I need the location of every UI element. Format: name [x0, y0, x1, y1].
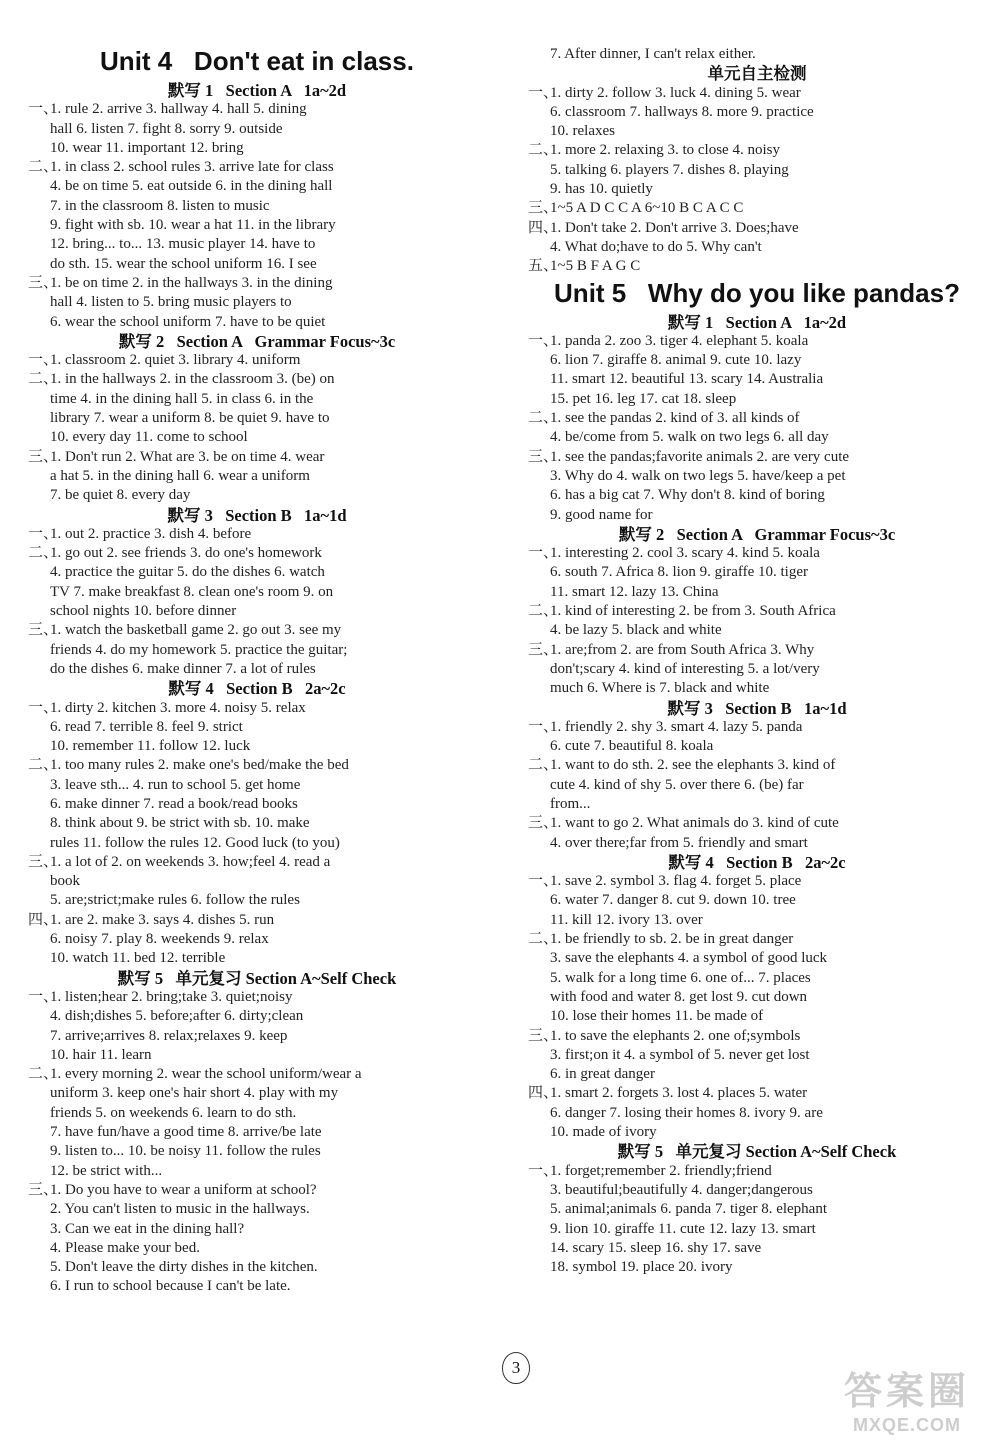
dictation-section	[28, 332, 486, 506]
answer-line	[28, 988, 486, 1007]
answer-text: 6. cute 7. beautiful 8. koala	[550, 738, 714, 755]
answer-line	[28, 872, 486, 891]
answer-text: 1. see the pandas 2. kind of 3. all kinds of	[550, 410, 800, 427]
answer-line	[528, 969, 986, 988]
answer-line	[28, 428, 486, 447]
answer-line	[28, 1239, 486, 1258]
answer-text: 8. think about 9. be strict with sb. 10. make	[50, 815, 310, 832]
answer-line	[28, 216, 486, 235]
answer-text: 3. beautiful;beautifully 4. danger;dangerous	[550, 1181, 813, 1198]
answer-line	[528, 679, 986, 698]
answer-line	[528, 949, 986, 968]
answer-text: 6. lion 7. giraffe 8. animal 9. cute 10. lazy	[550, 352, 802, 369]
answer-text: 9. fight with sb. 10. wear a hat 11. in the library	[50, 217, 336, 234]
dictation-section	[28, 81, 486, 332]
answer-line	[528, 660, 986, 679]
answer-line	[528, 257, 986, 276]
answer-text: 1. are 2. make 3. says 4. dishes 5. run	[50, 911, 275, 928]
answer-text: 7. have fun/have a good time 8. arrive/be late	[50, 1124, 322, 1141]
answer-text: 3. save the elephants 4. a symbol of good luck	[550, 950, 828, 967]
answer-text: do sth. 15. wear the school uniform 16. I see	[50, 255, 317, 272]
answer-line	[528, 370, 986, 389]
answer-text: time 4. in the dining hall 5. in class 6. in the	[50, 390, 314, 407]
answer-text: 6. noisy 7. play 8. weekends 9. relax	[50, 931, 269, 948]
answer-line	[28, 891, 486, 910]
answer-line	[528, 219, 986, 238]
answer-text: 1. listen;hear 2. bring;take 3. quiet;noisy	[50, 988, 293, 1005]
answer-line	[528, 795, 986, 814]
answer-text: 1. Don't take 2. Don't arrive 3. Does;have	[550, 219, 799, 236]
answer-text: 15. pet 16. leg 17. cat 18. sleep	[550, 390, 737, 407]
question-number-marker: 二、	[28, 757, 59, 774]
unit-check-heading: 单元自主检测	[707, 64, 807, 84]
answer-text: 1. out 2. practice 3. dish 4. before	[50, 525, 252, 542]
answer-line	[28, 1181, 486, 1200]
question-number-marker: 二、	[528, 757, 559, 774]
answer-text: 10. remember 11. follow 12. luck	[50, 738, 251, 755]
watermark-logo	[832, 1370, 982, 1442]
answer-text: book	[50, 873, 80, 890]
answer-line	[528, 1046, 986, 1065]
question-number-marker: 四、	[28, 911, 59, 928]
section-heading: 默写 5 单元复习 Section A~Self Check	[117, 968, 397, 988]
page-number: 3	[502, 1352, 530, 1384]
answer-line	[28, 756, 486, 775]
answer-text: 1. be on time 2. in the hallways 3. in the dining	[50, 274, 333, 291]
answer-text: 5. are;strict;make rules 6. follow the rules	[50, 892, 300, 909]
answer-line	[528, 1084, 986, 1103]
answer-line	[28, 409, 486, 428]
answer-text: 1~5 B F A G C	[550, 258, 641, 275]
answer-text: 4. practice the guitar 5. do the dishes 6. watch	[50, 564, 325, 581]
answer-text: 7. arrive;arrives 8. relax;relaxes 9. keep	[50, 1027, 288, 1044]
question-number-marker: 二、	[28, 545, 59, 562]
answer-line	[28, 776, 486, 795]
dictation-section	[28, 679, 486, 968]
dictation-section	[528, 1142, 986, 1277]
answer-text: 6. classroom 7. hallways 8. more 9. practice	[550, 103, 814, 120]
answer-text: 6. I run to school because I can't be late.	[50, 1278, 291, 1295]
answer-line	[528, 756, 986, 775]
answer-line	[28, 1258, 486, 1277]
answer-text: 12. be strict with...	[50, 1162, 163, 1179]
answer-text: 1. to save the elephants 2. one of;symbols	[550, 1027, 801, 1044]
section-heading: 默写 2 Section A Grammar Focus~3c	[118, 331, 396, 351]
section-heading: 默写 1 Section A 1a~2d	[167, 81, 347, 100]
question-number-marker: 三、	[28, 1181, 59, 1198]
answer-text: 9. has 10. quietly	[550, 181, 653, 198]
answer-line	[28, 139, 486, 158]
answer-line	[28, 1220, 486, 1239]
answer-text: 1. friendly 2. shy 3. smart 4. lazy 5. panda	[550, 718, 803, 735]
answer-line	[528, 621, 986, 640]
section-heading: 默写 5 单元复习 Section A~Self Check	[617, 1142, 897, 1162]
answer-text: 11. kill 12. ivory 13. over	[550, 911, 703, 928]
question-number-marker: 一、	[28, 988, 59, 1005]
section-heading: 默写 2 Section A Grammar Focus~3c	[618, 524, 896, 544]
answer-line	[528, 1027, 986, 1046]
answer-text: 1. go out 2. see friends 3. do one's homework	[50, 545, 322, 562]
answer-text: 1. watch the basketball game 2. go out 3. see my	[50, 622, 342, 639]
answer-text: 4. be lazy 5. black and white	[550, 622, 722, 639]
answer-line	[528, 486, 986, 505]
answer-text: friends 4. do my homework 5. practice the guitar;	[50, 641, 348, 658]
answer-text: 7. be quiet 8. every day	[50, 487, 191, 504]
answer-line	[28, 158, 486, 177]
answer-line	[28, 1142, 486, 1161]
answer-line	[28, 1027, 486, 1046]
answer-text: much 6. Where is 7. black and white	[550, 680, 770, 697]
answer-line	[28, 177, 486, 196]
answer-text: 1. Do you have to wear a uniform at school?	[50, 1181, 317, 1198]
answer-line	[28, 544, 486, 563]
answer-line	[28, 1123, 486, 1142]
answer-text: do the dishes 6. make dinner 7. a lot of rules	[50, 660, 316, 677]
answer-text: 10. wear 11. important 12. bring	[50, 139, 244, 156]
answer-text: 1. every morning 2. wear the school uniform/wear a	[50, 1066, 362, 1083]
answer-line	[28, 120, 486, 139]
answer-line	[528, 161, 986, 180]
answer-text: with food and water 8. get lost 9. cut down	[550, 988, 808, 1005]
answer-text: 9. listen to... 10. be noisy 11. follow the rules	[50, 1143, 321, 1160]
question-number-marker: 三、	[528, 1027, 559, 1044]
answer-text: 1. are;from 2. are from South Africa 3. Why	[550, 641, 815, 658]
question-number-marker: 四、	[528, 1085, 559, 1102]
answer-line	[528, 84, 986, 103]
answer-line	[28, 602, 486, 621]
answer-line	[528, 544, 986, 563]
answer-text: rules 11. follow the rules 12. Good luck (to you)	[50, 834, 340, 851]
watermark-url: MXQE.COM	[852, 1415, 961, 1435]
answer-line	[528, 180, 986, 199]
answer-text: 6. has a big cat 7. Why don't 8. kind of boring	[550, 487, 825, 504]
answer-text: 3. Why do 4. walk on two legs 5. have/keep a pet	[550, 467, 846, 484]
answer-text: hall 4. listen to 5. bring music players to	[50, 294, 292, 311]
answer-text: 1. want to do sth. 2. see the elephants 3. kind of	[550, 757, 836, 774]
answer-text: 6. danger 7. losing their homes 8. ivory 9. are	[550, 1104, 823, 1121]
answer-line	[528, 238, 986, 257]
unit-4-sections	[28, 81, 486, 1297]
question-number-marker: 一、	[28, 525, 59, 542]
answer-text: cute 4. kind of shy 5. over there 6. (be) far	[550, 776, 804, 793]
answer-line	[28, 351, 486, 370]
question-number-marker: 一、	[28, 699, 59, 716]
answer-text: 1~5 A D C C A 6~10 B C A C C	[550, 200, 744, 217]
question-number-marker: 三、	[28, 448, 59, 465]
answer-line	[28, 853, 486, 872]
answer-text: 1. a lot of 2. on weekends 3. how;feel 4. read a	[50, 853, 331, 870]
question-number-marker: 三、	[28, 622, 59, 639]
answer-line	[28, 583, 486, 602]
question-number-marker: 三、	[528, 448, 559, 465]
answer-line	[528, 641, 986, 660]
answer-line	[28, 795, 486, 814]
unit-4-title: Unit 4 Don't eat in class.	[100, 46, 414, 76]
answer-text: 1. panda 2. zoo 3. tiger 4. elephant 5. koala	[550, 332, 809, 349]
answer-line	[28, 718, 486, 737]
answer-text: school nights 10. before dinner	[50, 603, 237, 620]
answer-text: 1. classroom 2. quiet 3. library 4. uniform	[50, 352, 301, 369]
question-number-marker: 二、	[528, 142, 559, 159]
answer-line	[28, 274, 486, 293]
answer-line	[28, 660, 486, 679]
answer-line	[528, 718, 986, 737]
answer-text: 9. good name for	[550, 506, 653, 523]
answer-line	[28, 197, 486, 216]
question-number-marker: 一、	[528, 84, 559, 101]
answer-line	[528, 428, 986, 447]
answer-line	[528, 141, 986, 160]
answer-line	[28, 467, 486, 486]
answer-line	[528, 199, 986, 218]
answer-text: 11. smart 12. beautiful 13. scary 14. Australia	[550, 371, 824, 388]
answer-line	[28, 563, 486, 582]
answer-line	[528, 930, 986, 949]
answer-text: 6. read 7. terrible 8. feel 9. strict	[50, 718, 243, 735]
section-heading: 默写 3 Section B 1a~1d	[667, 698, 847, 718]
answer-text: from...	[550, 795, 591, 812]
answer-text: 4. over there;far from 5. friendly and smart	[550, 834, 808, 851]
question-number-marker: 二、	[28, 159, 59, 176]
answer-line	[28, 641, 486, 660]
answer-text: 4. What do;have to do 5. Why can't	[550, 238, 762, 255]
answer-text: 4. be/come from 5. walk on two legs 6. all day	[550, 429, 829, 446]
answer-line	[28, 699, 486, 718]
answer-text: 12. bring... to... 13. music player 14. have to	[50, 236, 316, 253]
answer-line	[528, 467, 986, 486]
answer-line	[528, 1007, 986, 1026]
answer-line	[28, 737, 486, 756]
question-number-marker: 一、	[528, 718, 559, 735]
answer-text: 3. Can we eat in the dining hall?	[50, 1220, 245, 1237]
answer-text: 5. walk for a long time 6. one of... 7. places	[550, 969, 811, 986]
question-number-marker: 一、	[28, 352, 59, 369]
answer-line	[28, 370, 486, 389]
left-column	[28, 45, 486, 1297]
section-heading: 默写 4 Section B 2a~2c	[168, 679, 346, 699]
answer-line	[28, 448, 486, 467]
answer-line	[528, 737, 986, 756]
question-number-marker: 二、	[528, 410, 559, 427]
unit-5-sections	[528, 313, 986, 1278]
answer-line	[528, 834, 986, 853]
answer-line	[28, 1046, 486, 1065]
answer-text: 1. in the hallways 2. in the classroom 3. (be) on	[50, 371, 335, 388]
answer-text: 5. Don't leave the dirty dishes in the kitchen.	[50, 1259, 318, 1276]
answer-text: 7. in the classroom 8. listen to music	[50, 197, 270, 214]
answer-text: 1. save 2. symbol 3. flag 4. forget 5. place	[550, 873, 802, 890]
question-number-marker: 一、	[528, 332, 559, 349]
answer-line	[28, 235, 486, 254]
answer-line	[528, 1162, 986, 1181]
answer-line	[28, 930, 486, 949]
answer-line	[28, 313, 486, 332]
unit-5-title: Unit 5 Why do you like pandas?	[554, 277, 960, 308]
answer-text: 1. in class 2. school rules 3. arrive late for class	[50, 159, 334, 176]
answer-text: 10. watch 11. bed 12. terrible	[50, 950, 226, 967]
answer-line	[28, 1007, 486, 1026]
answer-line	[28, 1104, 486, 1123]
section-heading: 默写 3 Section B 1a~1d	[167, 505, 347, 525]
answer-text: 4. be on time 5. eat outside 6. in the dining hall	[50, 178, 333, 195]
answer-line	[528, 1239, 986, 1258]
answer-text: 4. Please make your bed.	[50, 1239, 200, 1256]
question-number-marker: 三、	[28, 853, 59, 870]
answer-text: friends 5. on weekends 6. learn to do sth.	[50, 1104, 297, 1121]
answer-line	[28, 255, 486, 274]
answer-text: 1. dirty 2. follow 3. luck 4. dining 5. wear	[550, 84, 801, 101]
answer-text: 1. more 2. relaxing 3. to close 4. noisy	[550, 142, 780, 159]
answer-text: 18. symbol 19. place 20. ivory	[550, 1259, 733, 1276]
answer-line	[528, 1123, 986, 1142]
answer-text: 1. see the pandas;favorite animals 2. are very cute	[550, 448, 850, 465]
question-number-marker: 一、	[528, 545, 559, 562]
watermark-text: 答案圈	[843, 1371, 970, 1413]
answer-text: uniform 3. keep one's hair short 4. play with my	[50, 1085, 339, 1102]
dictation-section	[528, 313, 986, 525]
answer-line	[28, 525, 486, 544]
answer-text: hall 6. listen 7. fight 8. sorry 9. outside	[50, 120, 283, 137]
dictation-section	[28, 969, 486, 1297]
answer-text: 10. every day 11. come to school	[50, 429, 248, 446]
question-number-marker: 二、	[28, 371, 59, 388]
answer-text: 6. south 7. Africa 8. lion 9. giraffe 10. tiger	[550, 564, 809, 581]
question-number-marker: 一、	[528, 873, 559, 890]
section-heading: 默写 4 Section B 2a~2c	[668, 852, 846, 872]
unit-4-continued	[528, 45, 986, 64]
answer-text: 1. Don't run 2. What are 3. be on time 4. wear	[50, 448, 325, 465]
answer-text: 1. smart 2. forgets 3. lost 4. places 5. water	[550, 1085, 808, 1102]
dictation-section	[528, 525, 986, 699]
dictation-section	[28, 506, 486, 680]
answer-line	[528, 891, 986, 910]
answer-line	[528, 563, 986, 582]
answer-line	[528, 988, 986, 1007]
answer-text: TV 7. make breakfast 8. clean one's room 9. on	[50, 583, 334, 600]
right-column	[528, 45, 986, 1277]
answer-text: 7. After dinner, I can't relax either.	[550, 46, 756, 62]
answer-line	[528, 1065, 986, 1084]
question-number-marker: 一、	[28, 101, 59, 118]
answer-text: 14. scary 15. sleep 16. shy 17. save	[550, 1239, 762, 1256]
answer-line	[28, 293, 486, 312]
answer-line	[28, 1162, 486, 1181]
question-number-marker: 二、	[28, 1066, 59, 1083]
answer-line	[528, 506, 986, 525]
answer-line	[28, 1065, 486, 1084]
question-number-marker: 四、	[528, 219, 559, 236]
answer-line	[28, 100, 486, 119]
answer-text: 1. interesting 2. cool 3. scary 4. kind 5. koala	[550, 545, 820, 562]
answer-text: 9. lion 10. giraffe 11. cute 12. lazy 13. smart	[550, 1220, 816, 1237]
answer-line	[28, 814, 486, 833]
answer-text: 1. forget;remember 2. friendly;friend	[550, 1162, 772, 1179]
answer-line	[528, 1258, 986, 1277]
answer-line	[528, 45, 986, 64]
answer-text: 5. talking 6. players 7. dishes 8. playing	[550, 161, 789, 178]
answer-text: 1. be friendly to sb. 2. be in great danger	[550, 931, 794, 948]
answer-line	[528, 872, 986, 891]
answer-text: 10. relaxes	[550, 123, 615, 140]
answer-line	[528, 448, 986, 467]
answer-line	[528, 602, 986, 621]
answer-text: don't;scary 4. kind of interesting 5. a lot/very	[550, 660, 820, 677]
answer-line	[28, 486, 486, 505]
answer-line	[528, 122, 986, 141]
answer-text: 6. in great danger	[550, 1066, 655, 1083]
answer-text: 1. rule 2. arrive 3. hallway 4. hall 5. dining	[50, 101, 307, 118]
answer-text: 2. You can't listen to music in the hallways.	[50, 1201, 310, 1218]
answer-line	[28, 1084, 486, 1103]
unit-check-answers	[528, 84, 986, 277]
answer-line	[528, 814, 986, 833]
answer-text: library 7. wear a uniform 8. be quiet 9. have to	[50, 410, 330, 427]
question-number-marker: 一、	[528, 1162, 559, 1179]
answer-line	[28, 949, 486, 968]
answer-text: 3. first;on it 4. a symbol of 5. never get lost	[550, 1046, 810, 1063]
answer-text: 5. animal;animals 6. panda 7. tiger 8. elephant	[550, 1201, 828, 1218]
dictation-section	[528, 699, 986, 853]
answer-text: 1. want to go 2. What animals do 3. kind of cute	[550, 815, 839, 832]
answer-text: 6. make dinner 7. read a book/read books	[50, 795, 298, 812]
answer-text: 10. made of ivory	[550, 1124, 657, 1141]
answer-text: 11. smart 12. lazy 13. China	[550, 583, 719, 600]
question-number-marker: 三、	[528, 200, 559, 217]
answer-line	[528, 1104, 986, 1123]
answer-text: 1. dirty 2. kitchen 3. more 4. noisy 5. relax	[50, 699, 306, 716]
answer-line	[528, 1181, 986, 1200]
answer-line	[28, 834, 486, 853]
answer-line	[528, 1200, 986, 1219]
question-number-marker: 五、	[528, 258, 559, 275]
answer-line	[528, 776, 986, 795]
answer-line	[528, 911, 986, 930]
question-number-marker: 三、	[528, 815, 559, 832]
answer-line	[28, 1277, 486, 1296]
question-number-marker: 三、	[528, 641, 559, 658]
answer-text: 10. lose their homes 11. be made of	[550, 1008, 764, 1025]
dictation-section	[528, 853, 986, 1142]
question-number-marker: 二、	[528, 931, 559, 948]
answer-line	[28, 1200, 486, 1219]
answer-line	[528, 103, 986, 122]
answer-line	[28, 390, 486, 409]
answer-text: 4. dish;dishes 5. before;after 6. dirty;clean	[50, 1008, 304, 1025]
answer-text: 10. hair 11. learn	[50, 1046, 152, 1063]
answer-text: 6. water 7. danger 8. cut 9. down 10. tree	[550, 892, 796, 909]
answer-text: a hat 5. in the dining hall 6. wear a uniform	[50, 467, 310, 484]
answer-line	[28, 911, 486, 930]
answer-line	[528, 332, 986, 351]
answer-line	[528, 583, 986, 602]
answer-line	[28, 621, 486, 640]
answer-line	[528, 409, 986, 428]
answer-line	[528, 351, 986, 370]
answer-line	[528, 1220, 986, 1239]
answer-text: 1. kind of interesting 2. be from 3. South Africa	[550, 603, 836, 620]
question-number-marker: 二、	[528, 603, 559, 620]
answer-text: 1. too many rules 2. make one's bed/make the bed	[50, 757, 349, 774]
section-heading: 默写 1 Section A 1a~2d	[667, 312, 847, 332]
answer-text: 6. wear the school uniform 7. have to be quiet	[50, 313, 326, 330]
answer-line	[528, 390, 986, 409]
answer-text: 3. leave sth... 4. run to school 5. get home	[50, 776, 301, 793]
question-number-marker: 三、	[28, 274, 59, 291]
